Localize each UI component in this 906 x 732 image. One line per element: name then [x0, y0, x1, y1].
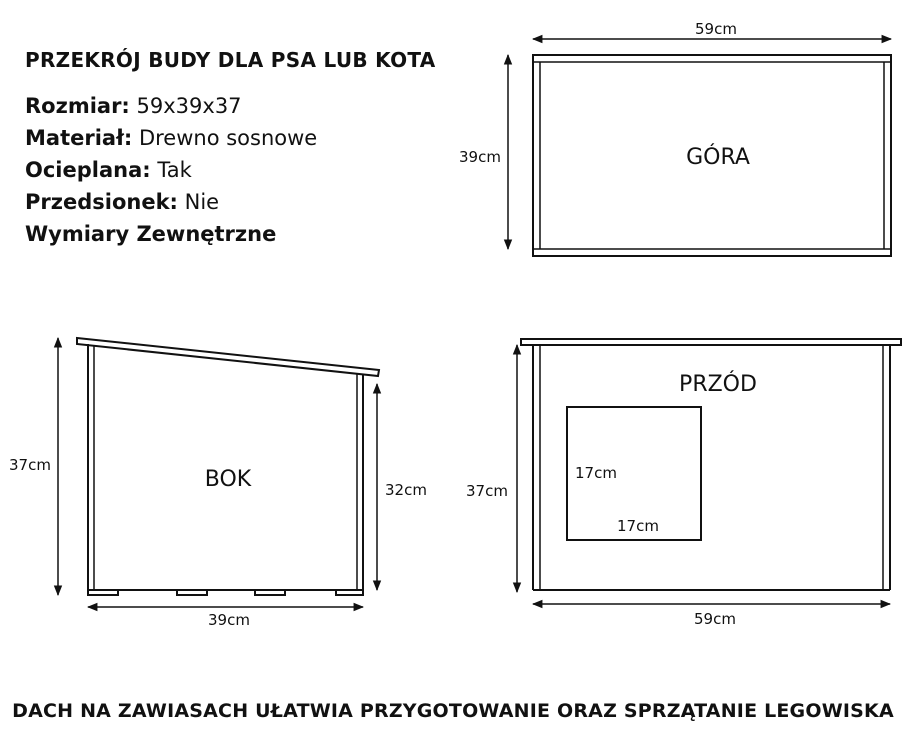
footer-note: DACH NA ZAWIASACH UŁATWIA PRZYGOTOWANIE ORAZ SPRZĄTANIE LEGOWISKA [12, 700, 894, 722]
top-width-label: 59cm [695, 20, 737, 38]
side-foot-1 [88, 590, 118, 595]
spec-insulated-value: Tak [157, 158, 192, 182]
side-foot-2 [177, 590, 207, 595]
spec-size-value: 59x39x37 [136, 94, 242, 118]
side-rear-height-label: 32cm [385, 481, 427, 499]
spec-material-label: Materiał: [25, 126, 133, 150]
side-height-label: 37cm [9, 456, 51, 474]
spec-external-dimensions-label: Wymiary Zewnętrzne [25, 222, 277, 246]
front-roof [521, 339, 901, 345]
top-view-label: GÓRA [686, 145, 750, 170]
top-depth-label: 39cm [459, 148, 501, 166]
spec-material-value: Drewno sosnowe [138, 126, 318, 150]
spec-vestibule-value: Nie [184, 190, 220, 214]
front-height-label: 37cm [466, 482, 508, 500]
door-height-label: 17cm [575, 464, 617, 482]
front-view-label: PRZÓD [679, 372, 757, 397]
front-width-label: 59cm [694, 610, 736, 628]
side-depth-label: 39cm [208, 611, 250, 629]
side-roof [77, 338, 379, 376]
side-foot-4 [336, 590, 363, 595]
side-foot-3 [255, 590, 285, 595]
spec-vestibule-label: Przedsionek: [25, 190, 178, 214]
diagram-title: PRZEKRÓJ BUDY DLA PSA LUB KOTA [25, 48, 436, 72]
door-width-label: 17cm [617, 517, 659, 535]
side-view-label: BOK [204, 467, 252, 492]
spec-insulated-label: Ocieplana: [25, 158, 151, 182]
spec-size-label: Rozmiar: [25, 94, 130, 118]
